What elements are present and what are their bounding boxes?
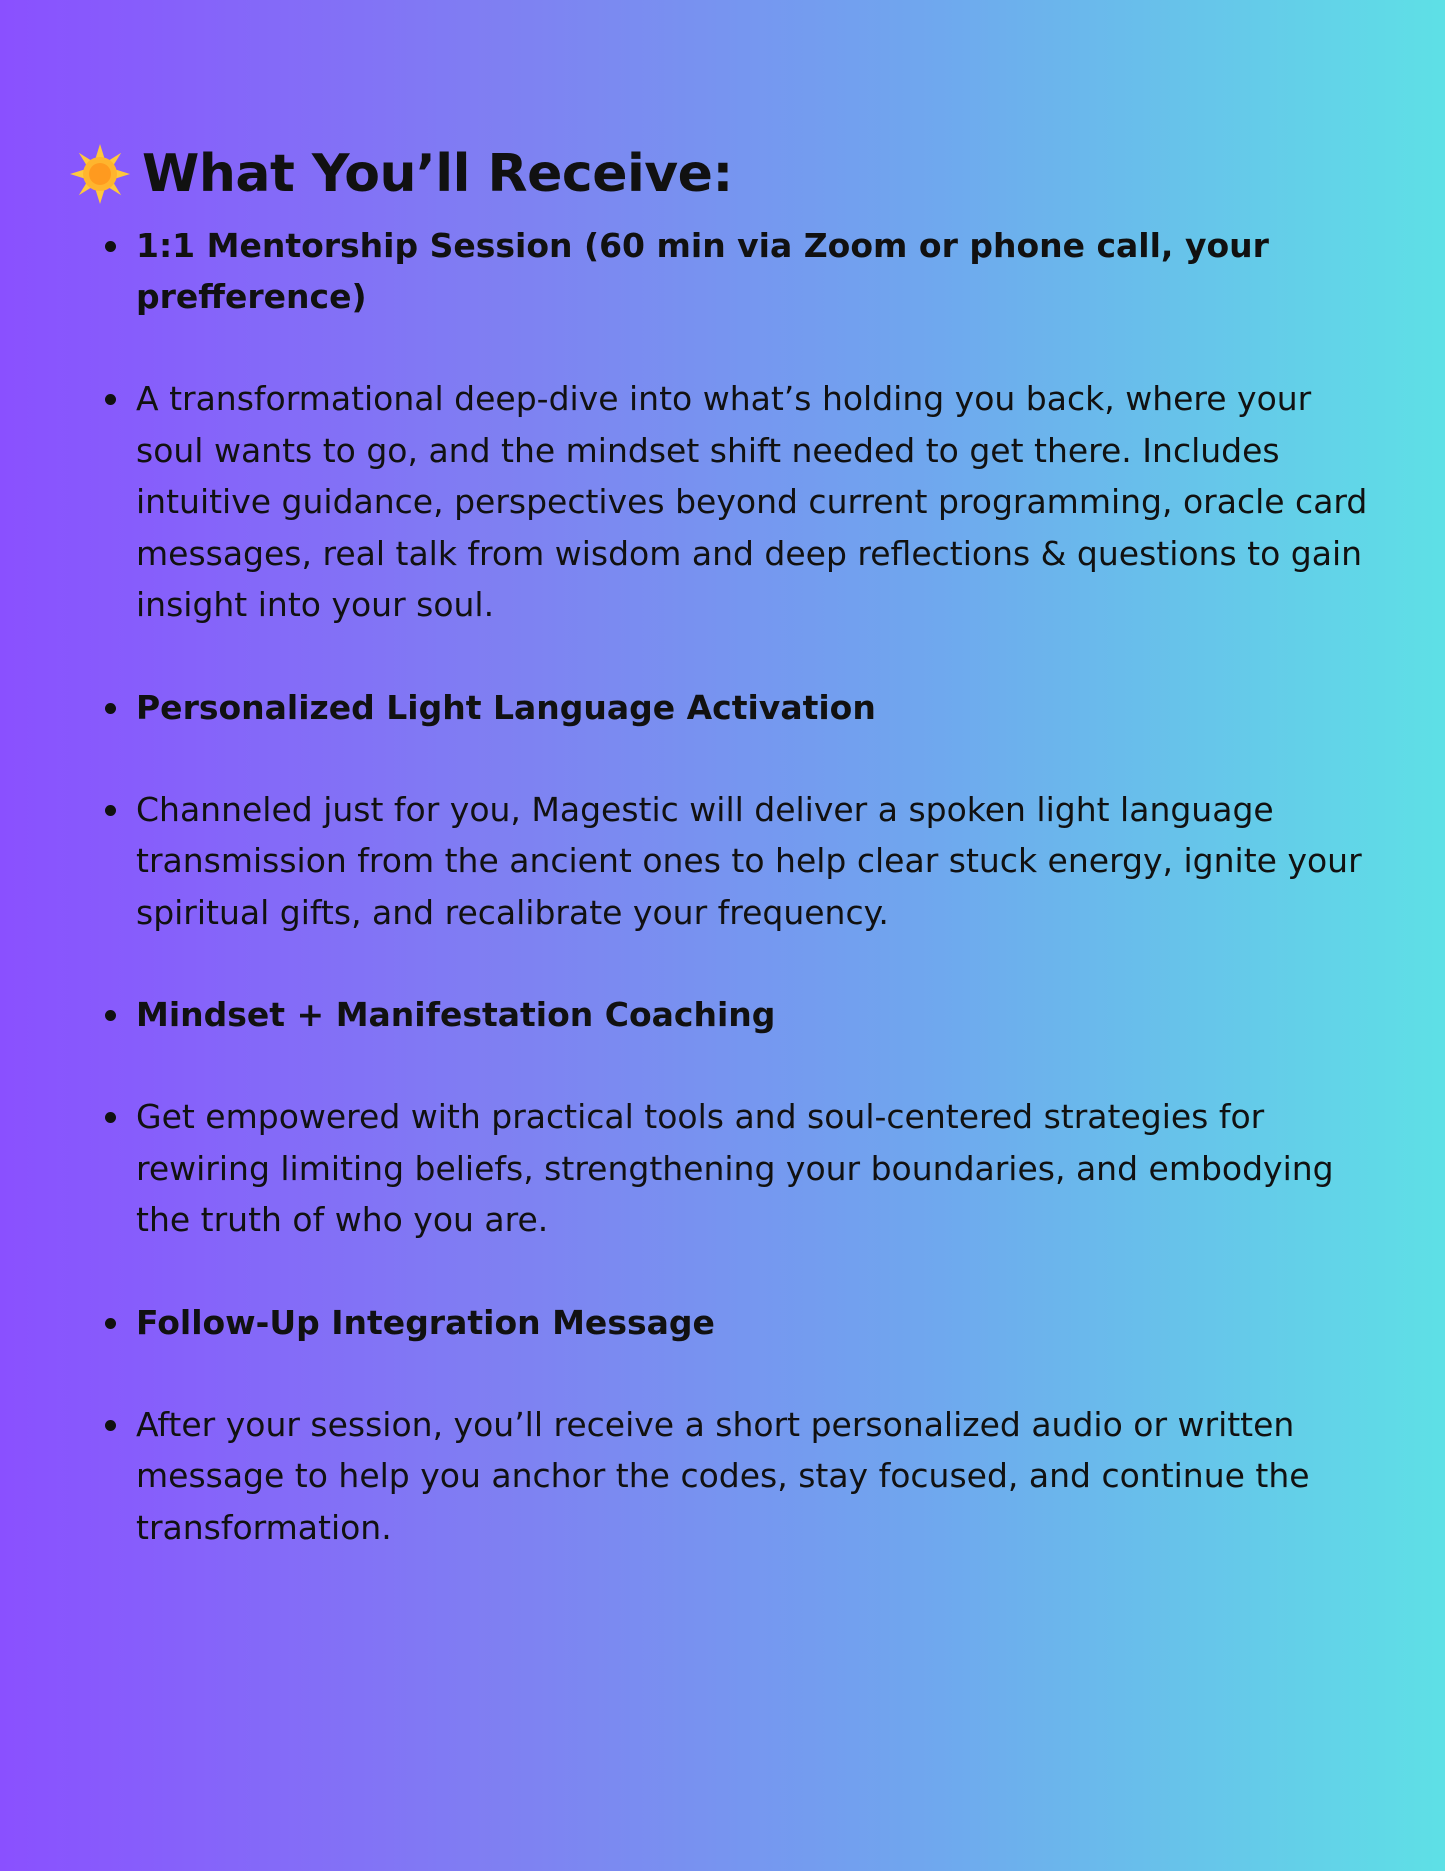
- benefits-list: [136, 220, 1386, 1604]
- sun-icon: [68, 142, 132, 206]
- page-heading: [68, 142, 733, 206]
- list-item: After your session, you’ll receive a short personalized audio or written message to help you anchor the codes, stay focused, and continue the transformation.: [136, 1399, 1386, 1554]
- list-item: Get empowered with practical tools and soul-centered strategies for rewiring limiting beliefs, strengthening your boundaries, and embodying the truth of who you are.: [136, 1091, 1386, 1246]
- list-item: A transformational deep-dive into what’s holding you back, where your soul wants to go, and the mindset shift needed to get there. Includes intuitive guidance, perspectives beyond current programming, oracle card messages, real talk from wisdom and deep reflections & questions to gain insight into your soul.: [136, 373, 1386, 631]
- list-item: 1:1 Mentorship Session (60 min via Zoom or phone call, your prefference): [136, 220, 1386, 322]
- list-item: Mindset + Manifestation Coaching: [136, 989, 1386, 1040]
- list-item: Follow-Up Integration Message: [136, 1297, 1386, 1348]
- list-item: Channeled just for you, Magestic will deliver a spoken light language transmission from the ancient ones to help clear stuck energy, ignite your spiritual gifts, and recalibrate your frequency.: [136, 784, 1386, 939]
- heading-title: What You’ll Receive:: [142, 144, 733, 204]
- list-item: Personalized Light Language Activation: [136, 682, 1386, 733]
